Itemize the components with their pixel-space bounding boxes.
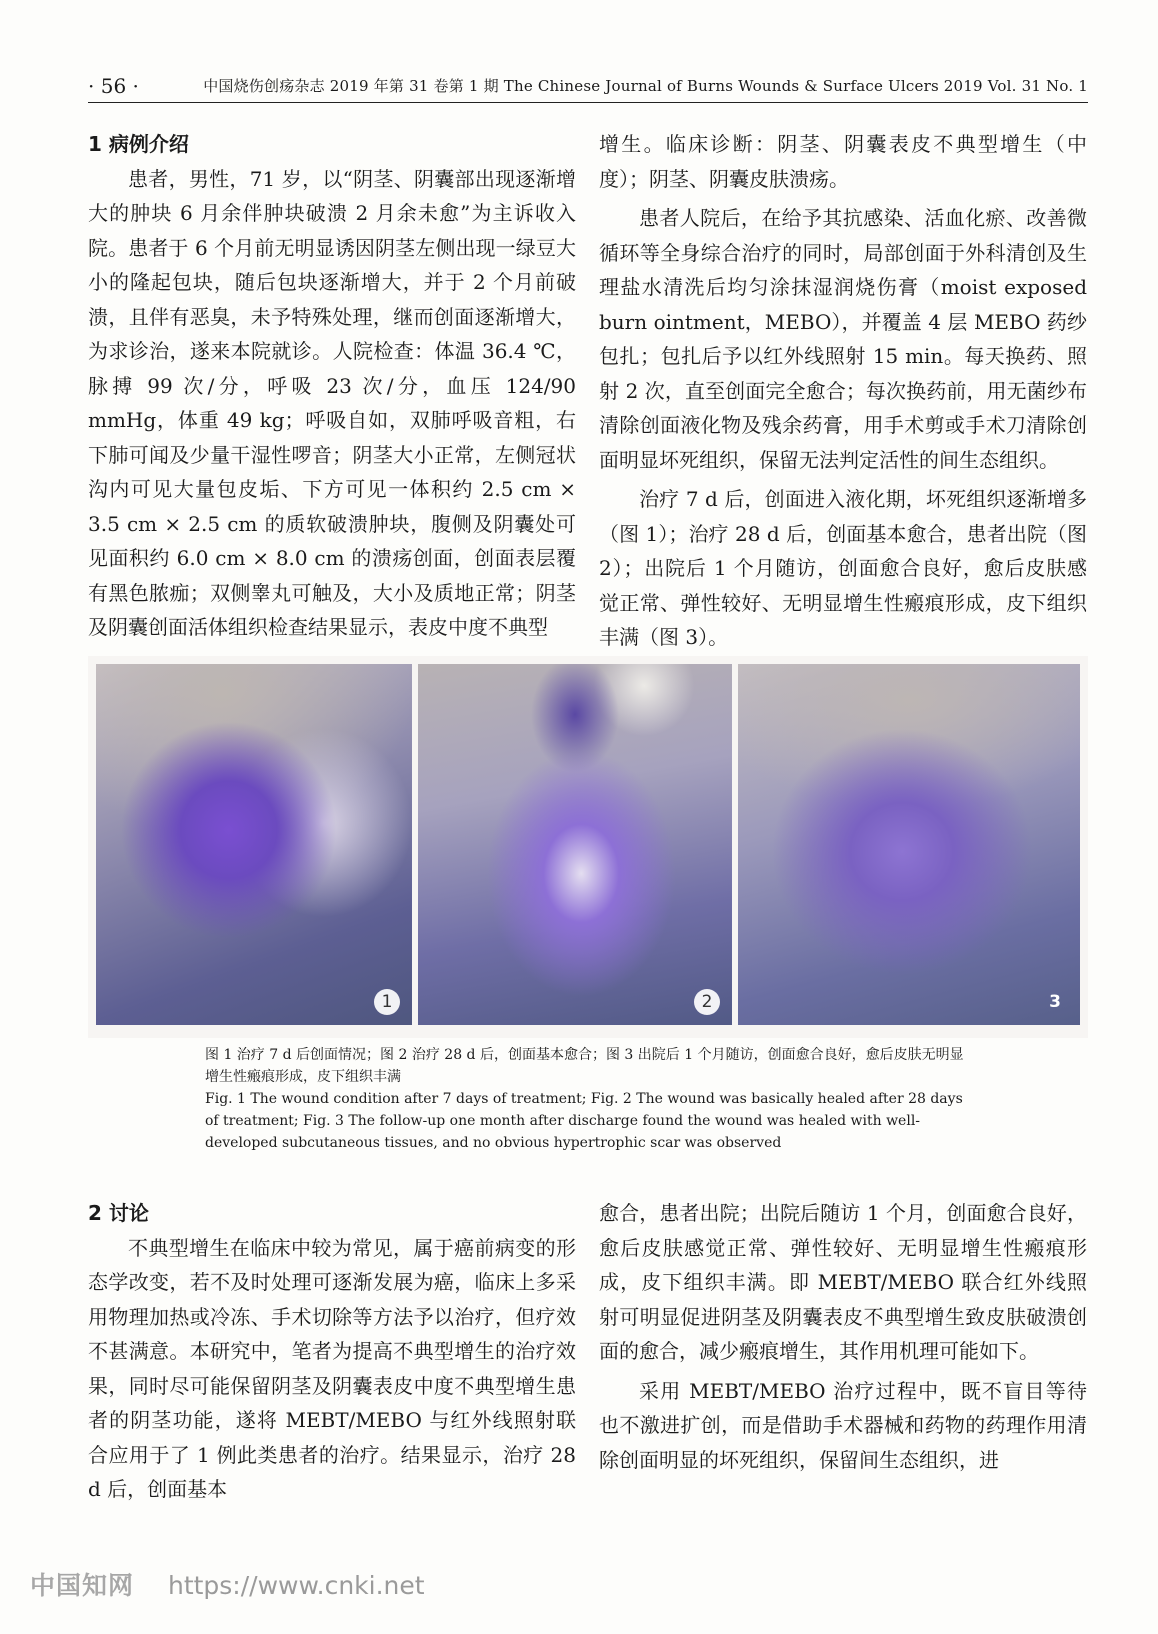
section-heading-case: 1 病例介绍: [88, 132, 189, 156]
column-left-top: [88, 127, 576, 645]
journal-title: 中国烧伤创疡杂志 2019 年第 31 卷第 1 期 The Chinese Journal of Burns Wounds & Surface Ulcers 2019 Vol. 31 No. 1: [203, 77, 1088, 95]
paragraph: 采用 MEBT/MEBO 治疗过程中，既不盲目等待也不激进扩创，而是借助手术器械和药物的药理作用清除创面明显的坏死组织，保留间生态组织，进: [599, 1378, 1087, 1472]
paragraph-continued: 增生。临床诊断：阴茎、阴囊表皮不典型增生（中度）；阴茎、阴囊皮肤溃疡。: [599, 132, 1087, 191]
caption-chinese: 图 1 治疗 7 d 后创面情况；图 2 治疗 28 d 后，创面基本愈合；图 3 出院后 1 个月随访，创面愈合良好，愈后皮肤无明显增生性瘢痕形成，皮下组织丰满: [205, 1047, 964, 1085]
paragraph: 不典型增生在临床中较为常见，属于癌前病变的形态学改变，若不及时处理可逐渐发展为癌，临床上多采用物理加热或冷冻、手术切除等方法予以治疗，但疗效不甚满意。本研究中，笔者为提高不典型增生的治疗效果，同时尽可能保留阴茎及阴囊表皮中度不典型增生患者的阴茎功能，遂将 MEBT/MEBO 与红外线照射联合应用于了 1 例此类患者的治疗。结果显示，治疗 28 d 后，创面基本: [88, 1235, 576, 1501]
figure-panel: [88, 656, 1088, 1038]
figure-label: 2: [694, 989, 720, 1015]
page-number: · 56 ·: [88, 74, 139, 98]
paragraph: 患者人院后，在给予其抗感染、活血化瘀、改善微循环等全身综合治疗的同时，局部创面于外科清创及生理盐水清洗后均匀涂抹湿润烧伤膏（moist exposed burn ointment，MEBO），并覆盖 4 层 MEBO 药纱包扎；包扎后予以红外线照射 15 min。每天换药、照射 2 次，直至创面完全愈合；每次换药前，用无菌纱布清除创面液化物及残余药膏，用手术剪或手术刀清除创面明显坏死组织，保留无法判定活性的间生态组织。: [599, 206, 1087, 472]
paragraph-continued: 愈合，患者出院；出院后随访 1 个月，创面愈合良好，愈后皮肤感觉正常、弹性较好、无明显增生性瘢痕形成，皮下组织丰满。即 MEBT/MEBO 联合红外线照射可明显促进阴茎及阴囊表皮不典型增生致皮肤破溃创面的愈合，减少瘢痕增生，其作用机理可能如下。: [599, 1201, 1087, 1363]
figure-caption: [205, 1044, 965, 1154]
clinical-photo-2: [418, 664, 732, 1025]
paragraph: 治疗 7 d 后，创面进入液化期，坏死组织逐渐增多（图 1）；治疗 28 d 后，创面基本愈合，患者出院（图 2）；出院后 1 个月随访，创面愈合良好，愈后皮肤感觉正常、弹性较好、无明显增生性瘢痕形成，皮下组织丰满（图 3）。: [599, 487, 1087, 649]
column-right-top: [599, 127, 1087, 655]
running-header: [88, 70, 1088, 103]
cnki-url[interactable]: https://www.cnki.net: [167, 1571, 425, 1600]
clinical-photo-1: [96, 664, 412, 1025]
caption-english: Fig. 1 The wound condition after 7 days of treatment; Fig. 2 The wound was basically healed after 28 days of treatment; Fig. 3 The follow-up one month after discharge found the wound was healed with well-developed subcutaneous tissues, and no obvious hypertrophic scar was observed: [205, 1091, 963, 1151]
section-heading-discussion: 2 讨论: [88, 1201, 149, 1225]
paragraph: 患者，男性，71 岁，以“阴茎、阴囊部出现逐渐增大的肿块 6 月余伴肿块破溃 2 月余未愈”为主诉收入院。患者于 6 个月前无明显诱因阴茎左侧出现一绿豆大小的隆起包块，随后包块逐渐增大，并于 2 个月前破溃，且伴有恶臭，未予特殊处理，继而创面逐渐增大，为求诊治，遂来本院就诊。人院检查：体温 36.4 ℃，脉搏 99 次/分，呼吸 23 次/分，血压 124/90 mmHg，体重 49 kg；呼吸自如，双肺呼吸音粗，右下肺可闻及少量干湿性啰音；阴茎大小正常，左侧冠状沟内可见大量包皮垢、下方可见一体积约 2.5 cm × 3.5 cm × 2.5 cm 的质软破溃肿块，腹侧及阴囊处可见面积约 6.0 cm × 8.0 cm 的溃疡创面，创面表层覆有黑色脓痂；双侧睾丸可触及，大小及质地正常；阴茎及阴囊创面活体组织检查结果显示，表皮中度不典型: [88, 166, 576, 639]
column-left-bottom: [88, 1196, 576, 1507]
figure-label: 1: [374, 989, 400, 1015]
figure-label: 3: [1049, 992, 1061, 1012]
clinical-photo-3: [738, 664, 1080, 1025]
column-right-bottom: [599, 1196, 1087, 1477]
watermark-footer: [30, 1566, 425, 1606]
cnki-logo: 中国知网: [30, 1571, 135, 1600]
